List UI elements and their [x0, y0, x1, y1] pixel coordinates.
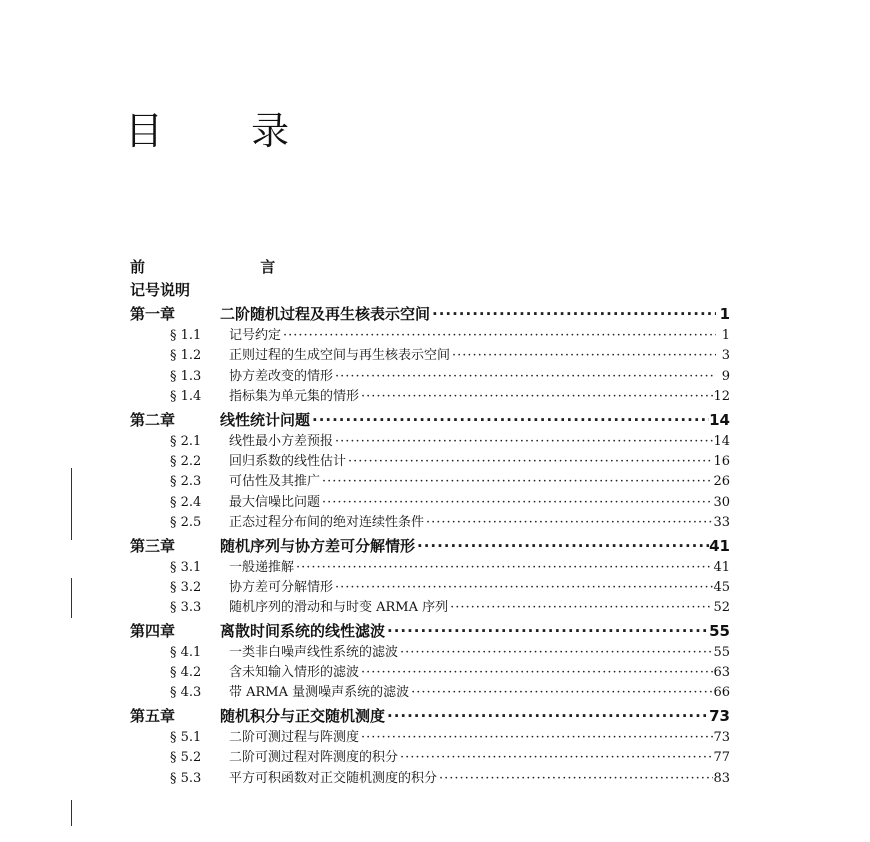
dot-leader [320, 493, 713, 513]
section-page-number: 26 [713, 474, 730, 490]
toc-entries [130, 302, 730, 789]
section-title: 指标集为单元集的情形 [229, 389, 360, 405]
section-number: § 1.2 [170, 348, 202, 364]
section-title: 线性最小方差预报 [229, 433, 334, 449]
scan-margin-mark [71, 468, 72, 540]
section-number: § 2.5 [170, 515, 202, 531]
toc-section-row[interactable] [130, 452, 730, 472]
scan-margin-mark [71, 800, 72, 826]
toc-chapter-row[interactable] [130, 408, 730, 432]
dot-leader [385, 619, 709, 643]
scan-margin-mark [71, 578, 72, 618]
chapter-number: 第五章 [130, 706, 176, 725]
section-title: 正态过程分布间的绝对连续性条件 [229, 515, 425, 531]
section-title: 最大信噪比问题 [229, 494, 321, 510]
page-title: 目 录 [125, 109, 328, 153]
dot-leader [430, 302, 716, 326]
section-page-number: 16 [713, 453, 730, 469]
section-title: 记号约定 [229, 328, 282, 343]
section-page-number: 73 [713, 729, 730, 745]
dot-leader [346, 452, 713, 472]
section-page-number: 12 [713, 389, 730, 405]
dot-leader [359, 387, 713, 407]
section-page-number: 9 [721, 368, 730, 384]
section-number: § 5.2 [170, 750, 202, 766]
dot-leader [359, 663, 713, 683]
toc-section-row[interactable] [130, 728, 730, 748]
section-title: 一般递推解 [229, 559, 295, 575]
dot-leader [333, 432, 713, 452]
section-title: 平方可积函数对正交随机测度的积分 [229, 770, 438, 786]
section-title: 可估性及其推广 [229, 474, 321, 490]
chapter-number: 第三章 [130, 536, 176, 555]
section-title: 正则过程的生成空间与再生核表示空间 [229, 348, 451, 364]
toc-preface[interactable]: 前 言 [130, 258, 331, 276]
section-page-number: 45 [713, 579, 730, 595]
section-title: 带 ARMA 量测噪声系统的滤波 [229, 685, 410, 701]
section-title: 二阶可测过程对阵测度的积分 [229, 750, 399, 766]
section-page-number: 30 [713, 494, 730, 510]
section-number: § 2.4 [170, 494, 202, 510]
section-title: 随机序列的滑动和与时变 ARMA 序列 [229, 600, 449, 616]
chapter-title: 随机序列与协方差可分解情形 [220, 536, 416, 555]
section-number: § 4.1 [170, 644, 202, 660]
section-title: 回归系数的线性估计 [229, 453, 347, 469]
dot-leader [310, 408, 709, 432]
section-page-number: 3 [721, 348, 730, 364]
section-number: § 5.1 [170, 729, 202, 745]
toc-chapter-row[interactable] [130, 302, 730, 326]
toc-section-row[interactable] [130, 472, 730, 492]
dot-leader [281, 326, 716, 346]
section-number: § 2.2 [170, 453, 202, 469]
chapter-title: 二阶随机过程及再生核表示空间 [220, 305, 431, 323]
table-of-contents [130, 256, 730, 789]
toc-section-row[interactable] [130, 558, 730, 578]
section-title: 含未知输入情形的滤波 [229, 665, 360, 681]
section-number: § 1.1 [170, 328, 202, 343]
toc-section-row[interactable] [130, 578, 730, 598]
toc-section-row[interactable] [130, 513, 730, 533]
chapter-title: 随机积分与正交随机测度 [220, 706, 386, 725]
section-number: § 4.2 [170, 665, 202, 681]
section-page-number: 33 [713, 515, 730, 531]
section-page-number: 66 [713, 685, 730, 701]
dot-leader [333, 578, 713, 598]
section-page-number: 1 [721, 328, 730, 343]
toc-chapter-row[interactable] [130, 704, 730, 728]
dot-leader [320, 472, 713, 492]
section-number: § 2.1 [170, 433, 202, 449]
section-page-number: 83 [713, 770, 730, 786]
dot-leader [448, 598, 713, 618]
toc-section-row[interactable] [130, 663, 730, 683]
section-title: 一类非白噪声线性系统的滤波 [229, 644, 399, 660]
dot-leader [437, 769, 713, 789]
dot-leader [398, 748, 713, 768]
dot-leader [359, 728, 713, 748]
chapter-number: 第二章 [130, 410, 176, 429]
section-page-number: 55 [713, 644, 730, 660]
section-page-number: 14 [713, 433, 730, 449]
section-title: 二阶可测过程与阵测度 [229, 729, 360, 745]
dot-leader [294, 558, 713, 578]
chapter-page-number: 73 [709, 706, 730, 725]
section-number: § 3.2 [170, 579, 202, 595]
chapter-number: 第四章 [130, 621, 176, 640]
section-page-number: 41 [713, 559, 730, 575]
section-page-number: 52 [713, 600, 730, 616]
section-title: 协方差可分解情形 [229, 579, 334, 595]
toc-section-row[interactable] [130, 598, 730, 618]
section-number: § 2.3 [170, 474, 202, 490]
chapter-title: 线性统计问题 [220, 410, 311, 429]
section-number: § 3.1 [170, 559, 202, 575]
section-number: § 1.4 [170, 389, 202, 405]
toc-chapter-row[interactable] [130, 534, 730, 558]
dot-leader [415, 534, 709, 558]
toc-section-row[interactable] [130, 432, 730, 452]
toc-notation[interactable]: 记号说明 [130, 281, 191, 299]
chapter-page-number: 41 [709, 536, 730, 555]
dot-leader [385, 704, 709, 728]
section-number: § 1.3 [170, 368, 202, 384]
dot-leader [333, 367, 716, 387]
toc-section-row[interactable] [130, 387, 730, 407]
toc-section-row[interactable] [130, 326, 730, 346]
chapter-title: 离散时间系统的线性滤波 [220, 621, 386, 640]
dot-leader [424, 513, 713, 533]
dot-leader [398, 643, 713, 663]
toc-section-row[interactable] [130, 769, 730, 789]
section-page-number: 77 [713, 750, 730, 766]
chapter-number: 第一章 [130, 305, 176, 323]
dot-leader [450, 346, 716, 366]
toc-section-row[interactable] [130, 346, 730, 366]
toc-section-row[interactable] [130, 493, 730, 513]
section-title: 协方差改变的情形 [229, 368, 334, 384]
toc-section-row[interactable] [130, 748, 730, 768]
toc-section-row[interactable] [130, 643, 730, 663]
dot-leader [409, 683, 713, 703]
section-number: § 5.3 [170, 770, 202, 786]
chapter-page-number: 1 [719, 305, 730, 323]
toc-chapter-row[interactable] [130, 619, 730, 643]
section-number: § 3.3 [170, 600, 202, 616]
toc-section-row[interactable] [130, 367, 730, 387]
toc-section-row[interactable] [130, 683, 730, 703]
chapter-page-number: 55 [709, 621, 730, 640]
chapter-page-number: 14 [709, 410, 730, 429]
section-number: § 4.3 [170, 685, 202, 701]
section-page-number: 63 [713, 665, 730, 681]
